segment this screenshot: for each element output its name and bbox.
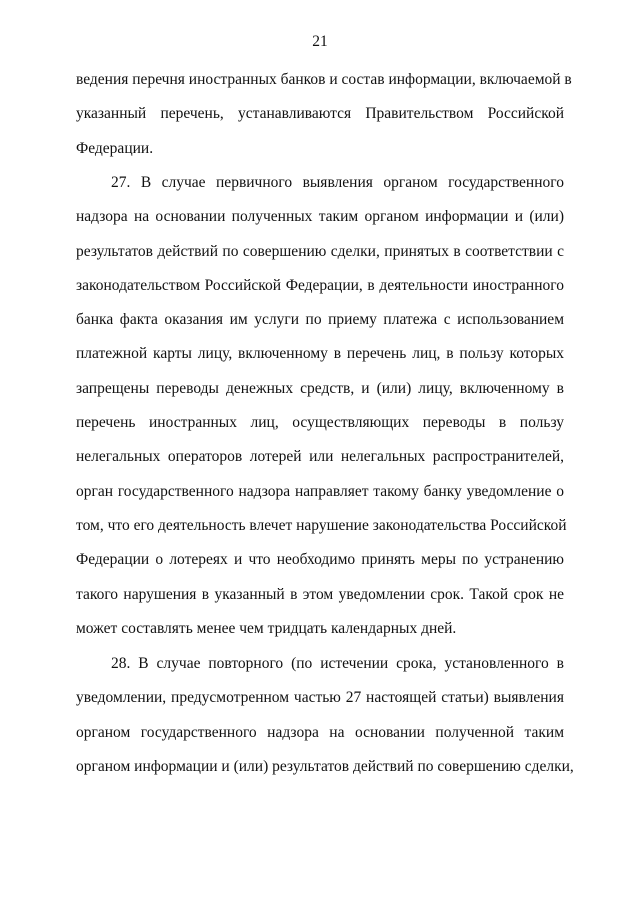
text-line: ведения перечня иностранных банков и состав информации, включаемой в [76,71,572,88]
text-line: такого нарушения в указанный в этом уведомлении срок. Такой срок не [76,585,564,603]
text-line: орган государственного надзора направляет такому банку уведомление о [76,482,564,500]
text-line: уведомлении, предусмотренном частью 27 настоящей статьи) выявления [76,689,564,707]
text-line: органом информации и (или) результатов действий по совершению сделки, [76,757,574,775]
text-line: Федерации о лотереях и что необходимо принять меры по устранению [76,551,564,569]
text-line: 27. В случае первичного выявления органом государственного [111,174,564,191]
paragraph-28 [76,647,574,784]
text-line: перечень иностранных лиц, осуществляющих переводы в пользу [76,414,564,432]
text-line: результатов действий по совершению сделки, принятых в соответствии с [76,242,564,260]
text-line: может составлять менее чем тридцать календарных дней. [76,619,457,637]
text-line: указанный перечень, устанавливаются Правительством Российской [76,105,564,123]
text-line: запрещены переводы денежных средств, и (или) лицу, включенному в [76,379,564,397]
text-line: том, что его деятельность влечет нарушение законодательства Российской [76,516,567,534]
text-line: нелегальных операторов лотерей или нелегальных распространителей, [76,448,564,466]
paragraph-27 [76,166,567,646]
text-line: Федерации. [76,139,154,157]
text-line: 28. В случае повторного (по истечении срока, установленного в [111,655,564,672]
text-line: органом государственного надзора на основании полученной таким [76,723,564,741]
text-line: банка факта оказания им услуги по приему платежа с использованием [76,311,564,329]
text-line: законодательством Российской Федерации, в деятельности иностранного [76,276,564,294]
page-number: 21 [312,33,328,50]
text-line: надзора на основании полученных таким органом информации и (или) [76,208,564,226]
paragraph-continuation [76,63,572,166]
text-line: платежной карты лицу, включенному в перечень лиц, в пользу которых [76,345,564,363]
